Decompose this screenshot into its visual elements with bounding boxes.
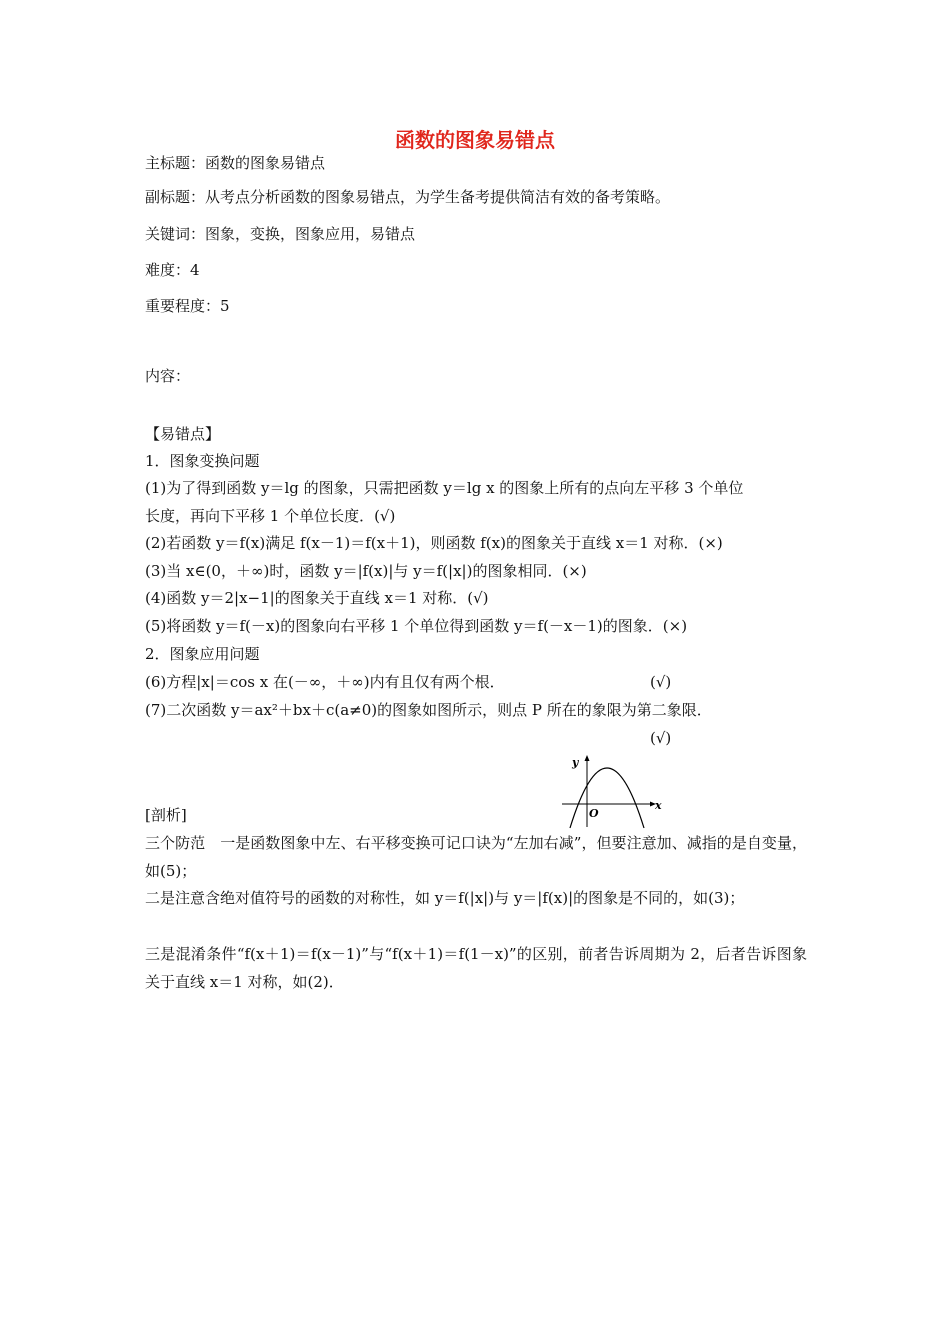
importance-line: 重要程度：5 — [145, 297, 230, 315]
item-7-mark: (√) — [650, 729, 672, 747]
analysis-paragraph-2: 二是注意含绝对值符号的函数的对称性，如 y＝f(|x|)与 y＝|f(x)|的图象是不同的，如(3)； — [145, 889, 745, 907]
keywords-line: 关键词：图象，变换，图象应用，易错点 — [145, 225, 416, 243]
item-1-line-1: (1)为了得到函数 y＝lg 的图象，只需把函数 y＝lg x 的图象上所有的点向左平移 3 个单位 — [145, 479, 744, 497]
origin-label: O — [589, 807, 599, 820]
item-1-line-2: 长度，再向下平移 1 个单位长度．(√) — [145, 507, 396, 525]
section-heading: 【易错点】 — [145, 425, 221, 443]
item-4: (4)函数 y＝2|x−1|的图象关于直线 x＝1 对称．(√) — [145, 589, 489, 607]
item-3: (3)当 x∈(0，＋∞)时，函数 y＝|f(x)|与 y＝f(|x|)的图象相同．(×) — [145, 562, 587, 580]
part2-heading: 2．图象应用问题 — [145, 645, 260, 663]
analysis-paragraph-1: 三个防范 一是函数图象中左、右平移变换可记口诀为“左加右减”，但要注意加、减指的是自变量，如(5)； — [145, 834, 807, 880]
item-7: (7)二次函数 y＝ax²＋bx＋c(a≠0)的图象如图所示，则点 P 所在的象限为第二象限． — [145, 701, 712, 719]
subtitle-line: 副标题：从考点分析函数的图象易错点，为学生备考提供简洁有效的备考策略。 — [145, 188, 671, 206]
part1-heading: 1．图象变换问题 — [145, 452, 260, 470]
page-title: 函数的图象易错点 — [395, 128, 555, 152]
x-axis-label: x — [655, 799, 662, 812]
analysis-heading: [剖析] — [145, 806, 187, 824]
y-axis-label: y — [572, 756, 579, 769]
item-6-mark: (√) — [650, 673, 672, 691]
item-6: (6)方程|x|＝cos x 在(－∞，＋∞)内有且仅有两个根． — [145, 673, 505, 691]
y-axis-arrow — [585, 755, 590, 761]
content-label: 内容： — [145, 367, 191, 385]
difficulty-line: 难度：4 — [145, 261, 200, 279]
main-title-line: 主标题：函数的图象易错点 — [145, 154, 326, 172]
analysis-paragraph-3: 三是混淆条件“f(x＋1)＝f(x－1)”与“f(x＋1)＝f(1－x)”的区别，前者告诉周期为 2，后者告诉图象关于直线 x＝1 对称，如(2)． — [145, 945, 807, 991]
parabola-graph — [560, 752, 670, 832]
item-5: (5)将函数 y＝f(－x)的图象向右平移 1 个单位得到函数 y＝f(－x－1)的图象．(×) — [145, 617, 688, 635]
item-2: (2)若函数 y＝f(x)满足 f(x－1)＝f(x＋1)，则函数 f(x)的图象关于直线 x＝1 对称．(×) — [145, 534, 723, 552]
parabola-curve — [570, 768, 644, 828]
